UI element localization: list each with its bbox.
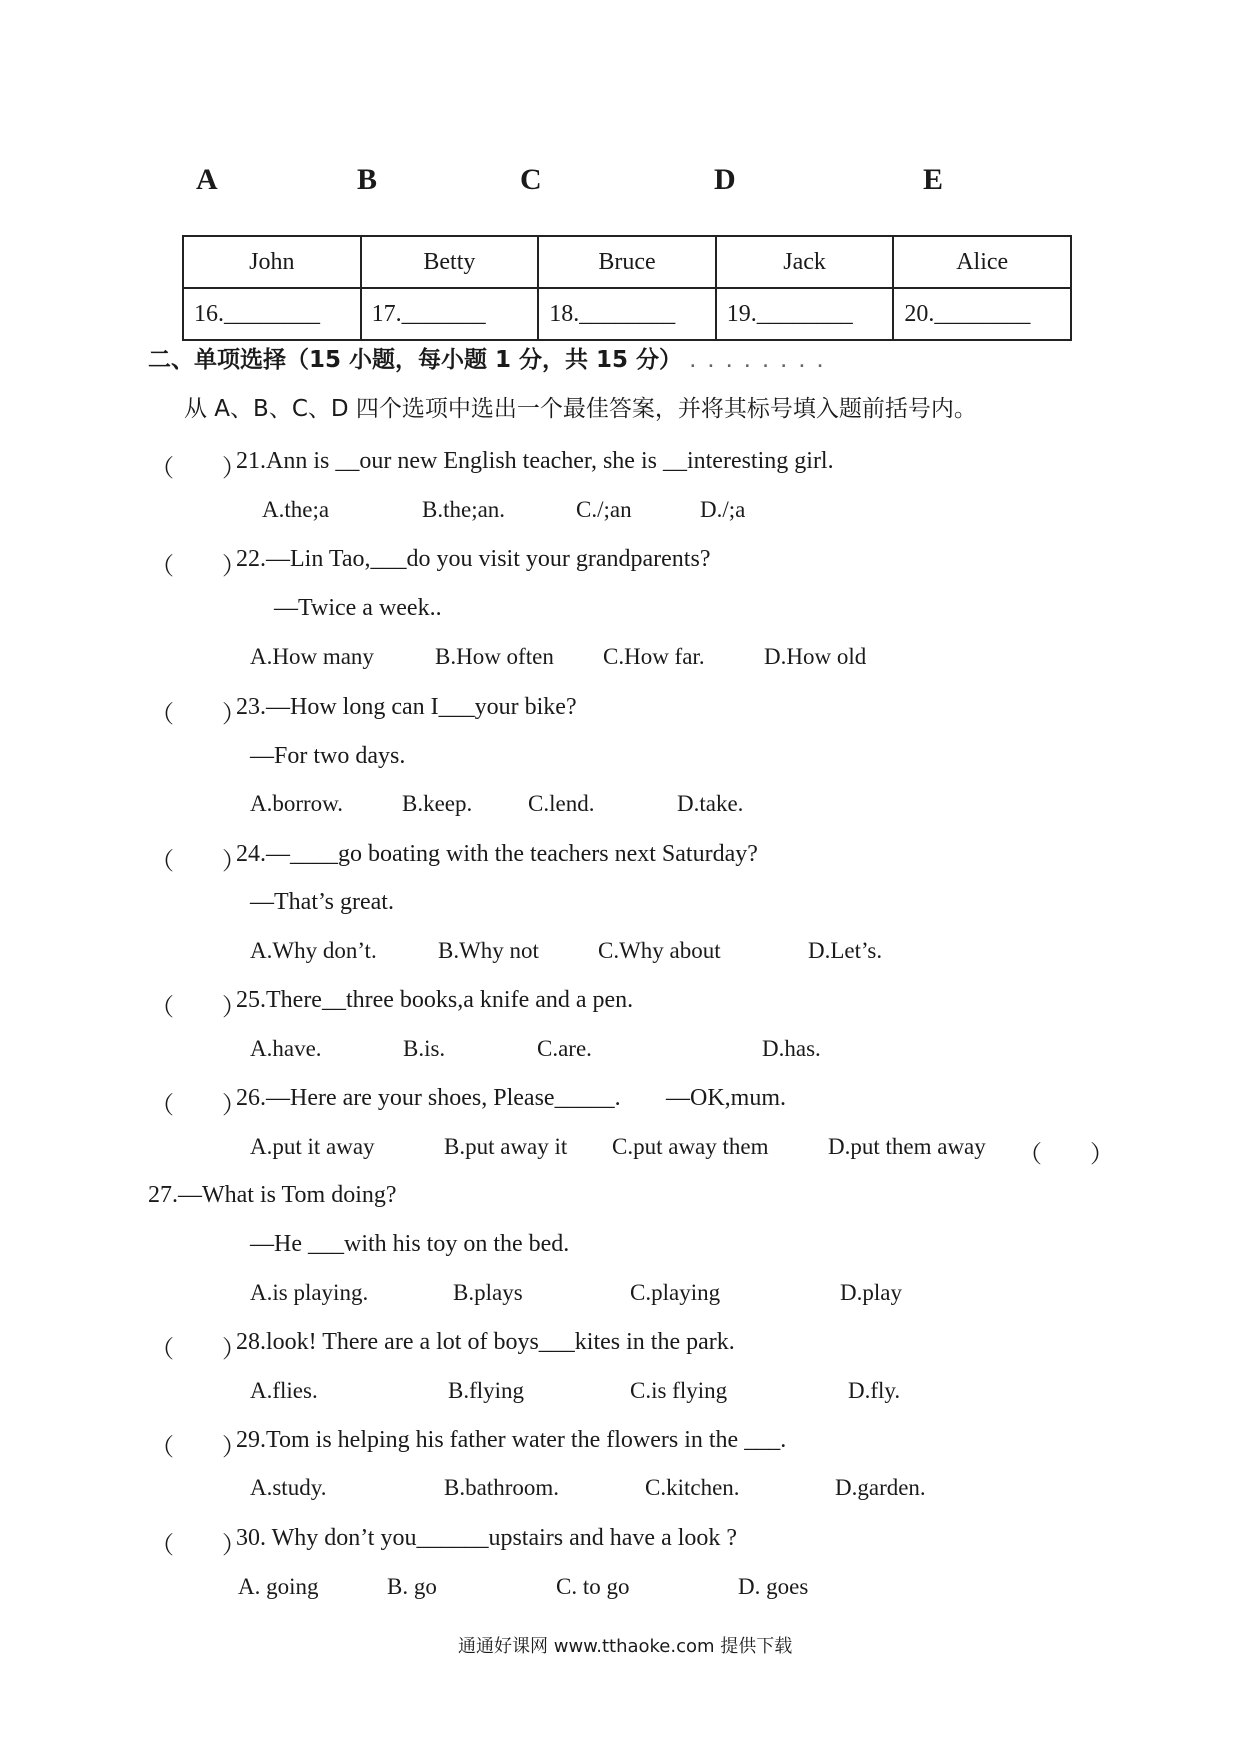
- picture-label-b: B: [357, 163, 378, 196]
- question-21-option-c: C./;an: [576, 497, 632, 522]
- question-27-option-c: C.playing: [630, 1280, 721, 1305]
- name-cell-bruce: Bruce: [538, 236, 716, 288]
- question-21-option-b: B.the;an.: [422, 497, 506, 522]
- question-30-option-b: B. go: [387, 1574, 437, 1599]
- answer-blank-20[interactable]: 20.________: [893, 288, 1071, 340]
- question-24-option-b: B.Why not: [438, 938, 539, 963]
- question-26-reply: —OK,mum.: [666, 1085, 786, 1111]
- answer-bracket-22[interactable]: （ ）: [150, 554, 246, 580]
- question-27-reply: —He ___with his toy on the bed.: [250, 1231, 570, 1257]
- question-29-option-a: A.study.: [250, 1475, 327, 1500]
- name-cell-john: John: [183, 236, 361, 288]
- question-21-option-d: D./;a: [700, 497, 746, 522]
- answer-blank-16[interactable]: 16.________: [183, 288, 361, 340]
- question-24-option-c: C.Why about: [598, 938, 721, 963]
- section-title-text: 二、单项选择（15 小题，每小题 1 分，共 15 分）: [148, 347, 683, 373]
- question-23-option-c: C.lend.: [528, 791, 595, 816]
- question-21-stem: 21.Ann is __our new English teacher, she is __interesting girl.: [236, 448, 834, 474]
- question-26-option-c: C.put away them: [612, 1134, 769, 1159]
- question-25-option-b: B.is.: [403, 1036, 446, 1061]
- answer-bracket-26[interactable]: （ ）: [150, 1093, 246, 1119]
- question-21-option-a: A.the;a: [262, 497, 330, 522]
- page-footer: 通通好课网 www.tthaoke.com 提供下载: [458, 1636, 793, 1657]
- question-26-option-b: B.put away it: [444, 1134, 568, 1159]
- question-22-option-d: D.How old: [764, 644, 867, 669]
- table-row: [183, 236, 1071, 288]
- question-29-stem: 29.Tom is helping his father water the flowers in the ___.: [236, 1427, 787, 1453]
- question-30-option-d: D. goes: [738, 1574, 809, 1599]
- question-22-option-a: A.How many: [250, 644, 374, 669]
- question-23-option-a: A.borrow.: [250, 791, 344, 816]
- question-22-reply: —Twice a week..: [274, 595, 442, 621]
- question-24-option-a: A.Why don’t.: [250, 938, 377, 963]
- name-matching-table: [182, 235, 1072, 341]
- question-25-option-a: A.have.: [250, 1036, 322, 1061]
- question-27-option-a: A.is playing.: [250, 1280, 369, 1305]
- question-25-stem: 25.There__three books,a knife and a pen.: [236, 987, 634, 1013]
- question-30-option-a: A. going: [238, 1574, 319, 1599]
- question-29-option-d: D.garden.: [835, 1475, 926, 1500]
- section-title-dots: . . . . . . . .: [690, 355, 827, 371]
- question-22-option-c: C.How far.: [603, 644, 705, 669]
- answer-bracket-25[interactable]: （ ）: [150, 995, 246, 1021]
- question-30-stem: 30. Why don’t you______upstairs and have a look ?: [236, 1525, 738, 1551]
- question-27-option-d: D.play: [840, 1280, 902, 1305]
- answer-blank-17[interactable]: 17._______: [361, 288, 539, 340]
- answer-bracket-23[interactable]: （ ）: [150, 702, 246, 728]
- name-cell-betty: Betty: [361, 236, 539, 288]
- picture-label-d: D: [714, 163, 736, 196]
- question-27-option-b: B.plays: [453, 1280, 523, 1305]
- question-28-option-d: D.fly.: [848, 1378, 901, 1403]
- question-24-reply: —That’s great.: [250, 889, 394, 915]
- name-cell-alice: Alice: [893, 236, 1071, 288]
- answer-bracket-29[interactable]: （ ）: [150, 1435, 246, 1461]
- question-25-option-c: C.are.: [537, 1036, 592, 1061]
- question-29-option-c: C.kitchen.: [645, 1475, 740, 1500]
- question-22-option-b: B.How often: [435, 644, 554, 669]
- question-25-option-d: D.has.: [762, 1036, 821, 1061]
- question-26-stem: 26.—Here are your shoes, Please_____.: [236, 1085, 621, 1111]
- question-29-option-b: B.bathroom.: [444, 1475, 559, 1500]
- answer-bracket-27[interactable]: （ ）: [1018, 1142, 1114, 1168]
- question-26-option-d: D.put them away: [828, 1134, 986, 1159]
- table-row: [183, 288, 1071, 340]
- picture-label-e: E: [923, 163, 944, 196]
- question-26-option-a: A.put it away: [250, 1134, 375, 1159]
- question-24-stem: 24.—____go boating with the teachers next Saturday?: [236, 841, 758, 867]
- answer-bracket-30[interactable]: （ ）: [150, 1533, 246, 1559]
- question-28-stem: 28.look! There are a lot of boys___kites in the park.: [236, 1329, 735, 1355]
- answer-blank-19[interactable]: 19.________: [716, 288, 894, 340]
- picture-label-c: C: [520, 163, 542, 196]
- section-instruction: 从 A、B、C、D 四个选项中选出一个最佳答案，并将其标号填入题前括号内。: [184, 396, 977, 422]
- question-23-option-d: D.take.: [677, 791, 744, 816]
- question-28-option-b: B.flying: [448, 1378, 525, 1403]
- answer-bracket-28[interactable]: （ ）: [150, 1337, 246, 1363]
- question-27-stem: 27.—What is Tom doing?: [148, 1182, 397, 1208]
- question-28-option-c: C.is flying: [630, 1378, 728, 1403]
- answer-bracket-21[interactable]: （ ）: [150, 456, 246, 482]
- question-22-stem: 22.—Lin Tao,___do you visit your grandparents?: [236, 546, 711, 572]
- question-23-reply: —For two days.: [250, 743, 406, 769]
- question-28-option-a: A.flies.: [250, 1378, 318, 1403]
- answer-blank-18[interactable]: 18.________: [538, 288, 716, 340]
- question-30-option-c: C. to go: [556, 1574, 630, 1599]
- section-title: [148, 341, 827, 374]
- picture-label-a: A: [196, 163, 218, 196]
- name-cell-jack: Jack: [716, 236, 894, 288]
- answer-bracket-24[interactable]: （ ）: [150, 849, 246, 875]
- question-23-option-b: B.keep.: [402, 791, 473, 816]
- question-23-stem: 23.—How long can I___your bike?: [236, 694, 577, 720]
- question-24-option-d: D.Let’s.: [808, 938, 883, 963]
